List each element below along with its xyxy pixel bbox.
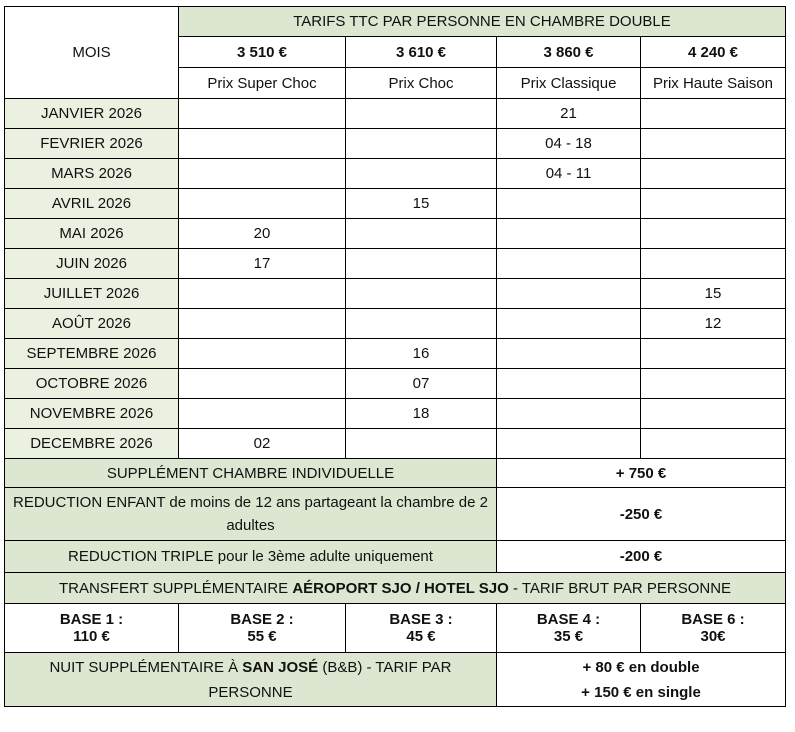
transfer-base [497,604,641,653]
date-cell [641,339,786,369]
date-cell [179,159,346,189]
date-cell [179,129,346,159]
base-label: BASE 2 : [230,611,294,628]
base-label: BASE 3 : [389,611,453,628]
child-reduction-value: -250 € [497,488,786,541]
date-cell [641,399,786,429]
child-reduction-label: REDUCTION ENFANT de moins de 12 ans partageant la chambre de 2 adultes [5,488,497,541]
night-double: + 80 € en double [582,658,700,676]
month-label: JUILLET 2026 [5,279,179,309]
date-cell [346,279,497,309]
date-cell: 15 [641,279,786,309]
category-choc: Prix Choc [346,68,497,99]
date-cell: 07 [346,369,497,399]
transfer-base [346,604,497,653]
date-cell [346,99,497,129]
date-cell [497,189,641,219]
mois-header: MOIS [5,7,179,99]
date-cell: 12 [641,309,786,339]
date-cell [346,159,497,189]
triple-reduction-label: REDUCTION TRIPLE pour le 3ème adulte uniquement [5,541,497,573]
month-label: SEPTEMBRE 2026 [5,339,179,369]
single-supplement-value: + 750 € [497,459,786,488]
transfer-title [5,573,786,604]
night-city: SAN JOSÉ [242,658,319,676]
month-row [5,279,786,309]
price-super-choc: 3 510 € [179,37,346,68]
month-row [5,219,786,249]
category-super-choc: Prix Super Choc [179,68,346,99]
base-value: 30€ [700,628,726,645]
month-row [5,159,786,189]
price-choc: 3 610 € [346,37,497,68]
base-label: BASE 1 : [59,611,124,628]
month-label: DECEMBRE 2026 [5,429,179,459]
month-label: FEVRIER 2026 [5,129,179,159]
night-supplement-value [497,653,786,707]
date-cell [641,219,786,249]
date-cell [641,189,786,219]
date-cell [179,189,346,219]
month-row [5,129,786,159]
night-supplement-label [5,653,497,707]
date-cell [346,429,497,459]
date-cell: 04 - 18 [497,129,641,159]
date-cell: 04 - 11 [497,159,641,189]
month-label: AOÛT 2026 [5,309,179,339]
transfer-suffix: - TARIF BRUT PAR PERSONNE [508,579,732,597]
transfer-prefix: TRANSFERT SUPPLÉMENTAIRE [58,579,293,597]
single-supplement-label: SUPPLÉMENT CHAMBRE INDIVIDUELLE [5,459,497,488]
transfer-base [641,604,786,653]
date-cell [346,219,497,249]
date-cell [497,429,641,459]
month-label: AVRIL 2026 [5,189,179,219]
date-cell [179,309,346,339]
transfer-route: AÉROPORT SJO / HOTEL SJO [292,579,509,597]
date-cell: 21 [497,99,641,129]
month-row [5,369,786,399]
date-cell [346,309,497,339]
month-label: NOVEMBRE 2026 [5,399,179,429]
month-row [5,429,786,459]
price-classique: 3 860 € [497,37,641,68]
date-cell: 20 [179,219,346,249]
base-value: 45 € [406,628,436,645]
triple-reduction-value: -200 € [497,541,786,573]
month-label: JUIN 2026 [5,249,179,279]
category-haute-saison: Prix Haute Saison [641,68,786,99]
month-label: MAI 2026 [5,219,179,249]
month-label: OCTOBRE 2026 [5,369,179,399]
date-cell [179,369,346,399]
date-cell [641,429,786,459]
date-cell [179,279,346,309]
date-cell [641,369,786,399]
month-row [5,399,786,429]
month-row [5,339,786,369]
month-row [5,249,786,279]
date-cell [497,399,641,429]
date-cell: 02 [179,429,346,459]
date-cell [641,249,786,279]
month-label: JANVIER 2026 [5,99,179,129]
night-single: + 150 € en single [581,683,701,701]
month-row [5,309,786,339]
date-cell [497,279,641,309]
date-cell [497,249,641,279]
transfer-base [179,604,346,653]
night-prefix: NUIT SUPPLÉMENTAIRE À [49,658,243,676]
date-cell [497,219,641,249]
date-cell [641,159,786,189]
base-value: 55 € [247,628,277,645]
category-classique: Prix Classique [497,68,641,99]
date-cell [497,309,641,339]
date-cell [179,99,346,129]
date-cell: 18 [346,399,497,429]
date-cell [179,339,346,369]
date-cell [346,129,497,159]
date-cell [641,99,786,129]
night-suffix: (B&B) - TARIF PAR PERSONNE [208,658,452,701]
date-cell [179,399,346,429]
base-value: 110 € [73,628,110,645]
date-cell [497,369,641,399]
date-cell: 15 [346,189,497,219]
base-value: 35 € [553,628,584,645]
price-table [4,6,786,707]
base-label: BASE 4 : [536,611,601,628]
date-cell [497,339,641,369]
month-row [5,189,786,219]
date-cell: 16 [346,339,497,369]
date-cell: 17 [179,249,346,279]
date-cell [641,129,786,159]
month-row [5,99,786,129]
base-label: BASE 6 : [681,611,745,628]
tarifs-title: TARIFS TTC PAR PERSONNE EN CHAMBRE DOUBLE [179,7,786,37]
date-cell [346,249,497,279]
price-haute-saison: 4 240 € [641,37,786,68]
month-label: MARS 2026 [5,159,179,189]
transfer-base [5,604,179,653]
